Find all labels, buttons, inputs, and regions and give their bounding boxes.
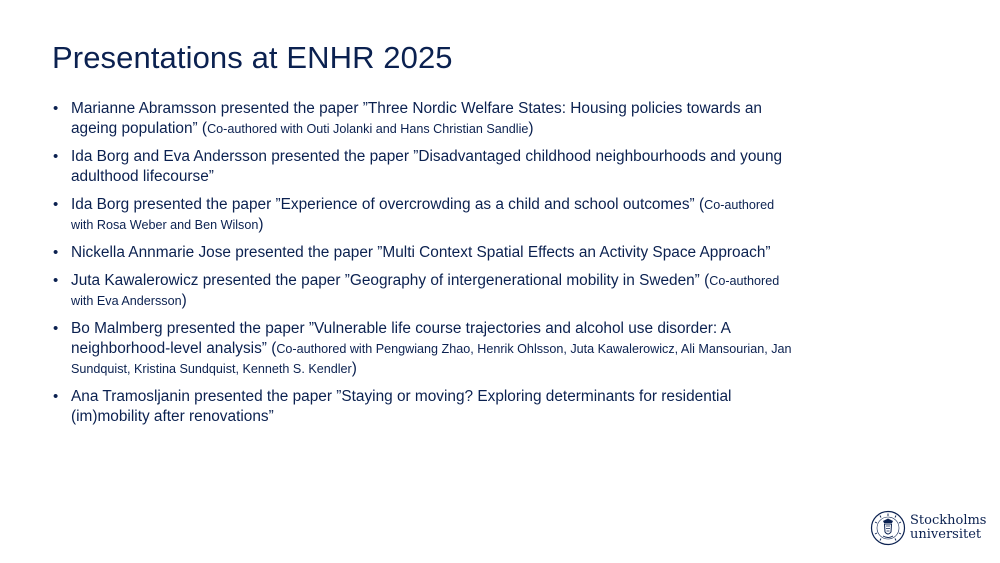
item-text: Nickella Annmarie Jose presented the paper ”Multi Context Spatial Effects an Activity Space Approach”: [71, 244, 771, 261]
coauthors: Co-authored with Outi Jolanki and Hans Christian Sandlie: [207, 122, 529, 136]
item-text: Ana Tramosljanin presented the paper ”Staying or moving? Exploring determinants for residential (im)mobility after renovations”: [71, 388, 732, 425]
list-item: [52, 319, 792, 379]
university-logo: [870, 510, 985, 548]
item-text: Ida Borg and Eva Andersson presented the paper ”Disadvantaged childhood neighbourhoods and young adulthood lifecourse”: [71, 148, 783, 185]
item-text: Bo Malmberg presented the paper ”Vulnerable life course trajectories and alcohol use disorder: A neighborhood-level analysis” (: [71, 320, 731, 357]
list-item: [52, 99, 792, 139]
list-item: [52, 387, 792, 427]
presentation-list: [52, 99, 792, 435]
logo-line-2: universitet: [910, 527, 982, 542]
item-text: Juta Kawalerowicz presented the paper ”Geography of intergenerational mobility in Sweden” (: [71, 272, 710, 289]
coauthors: Co-authored with Pengwiang Zhao, Henrik Ohlsson, Juta Kawalerowicz, Ali Mansourian, Jan Sundquist, Kristina Sundquist, Kenneth S. Kendler: [71, 342, 792, 376]
list-item: [52, 243, 792, 263]
item-text: Marianne Abramsson presented the paper ”Three Nordic Welfare States: Housing policies towards an ageing population” (: [71, 100, 762, 137]
item-close: ): [351, 360, 357, 377]
item-close: ): [181, 292, 187, 309]
item-close: ): [258, 216, 264, 233]
university-seal-icon: [870, 510, 906, 546]
item-text: Ida Borg presented the paper ”Experience of overcrowding as a child and school outcomes” (: [71, 196, 705, 213]
list-item: [52, 195, 792, 235]
slide-title: Presentations at ENHR 2025: [52, 40, 453, 75]
coauthors: Co-authored with Eva Andersson: [71, 274, 780, 308]
logo-wordmark: [910, 514, 986, 542]
coauthors: Co-authored with Rosa Weber and Ben Wilson: [71, 198, 775, 232]
item-close: ): [528, 120, 534, 137]
logo-line-1: Stockholms: [910, 513, 987, 528]
list-item: [52, 147, 792, 187]
list-item: [52, 271, 792, 311]
